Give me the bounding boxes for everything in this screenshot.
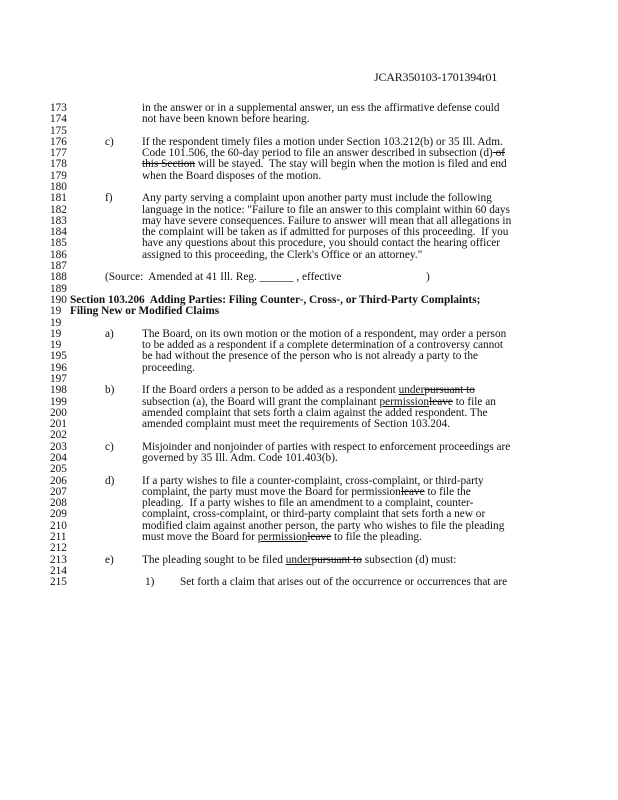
line-text (142, 226, 508, 238)
line-text (142, 147, 505, 159)
document-line (0, 407, 618, 419)
inserted-text: under (398, 384, 425, 397)
text-segment: in the answer or in a supplemental answer, un ess the affirmative defense could (142, 102, 500, 114)
inserted-text: permission (257, 531, 308, 544)
line-number: 189 (50, 282, 67, 295)
text-segment: subsection (d) must: (361, 553, 457, 566)
line-text (142, 508, 485, 520)
line-text (142, 407, 488, 419)
document-line (0, 384, 618, 396)
line-text (142, 384, 475, 396)
line-text (142, 113, 310, 125)
document-line (0, 396, 618, 408)
text-segment: will be stayed. The stay will begin when the motion is filed and end (195, 158, 507, 171)
document-line (0, 362, 618, 374)
line-number: 203 (50, 440, 67, 453)
line-number: 211 (50, 531, 67, 544)
line-text (142, 136, 503, 148)
line-number: 212 (50, 542, 67, 555)
line-text (142, 170, 321, 182)
document-line (0, 565, 618, 577)
line-number: 182 (50, 203, 67, 216)
line-number: 173 (50, 102, 67, 114)
deleted-text: leave (307, 531, 332, 544)
line-number: 205 (50, 463, 67, 476)
line-text (142, 475, 484, 487)
line-text (142, 350, 478, 362)
line-number: 215 (50, 576, 67, 589)
document-line (0, 497, 618, 509)
line-text (142, 441, 510, 453)
line-text (142, 237, 500, 249)
subsection-label: c) (105, 135, 114, 148)
document-line (0, 463, 618, 475)
document-line (0, 542, 618, 554)
inserted-text: permission (379, 395, 430, 408)
text-segment: to file the (424, 485, 471, 498)
subsection-label: d) (105, 474, 115, 487)
document-line (0, 147, 618, 159)
document-line (0, 192, 618, 204)
document-line (0, 486, 618, 498)
deleted-text: leave (429, 395, 453, 408)
text-segment: have any questions about this procedure, you should contact the hearing officer (142, 237, 501, 250)
document-line (0, 113, 618, 125)
line-number: 187 (50, 260, 67, 273)
document-line (0, 136, 618, 148)
document-line (0, 508, 618, 520)
section-heading (70, 294, 480, 306)
document-line (0, 429, 618, 441)
subsection-label: b) (105, 384, 115, 397)
document-line (0, 215, 618, 227)
deleted-text: pursuant to (311, 553, 362, 566)
text-segment: to be added as a respondent if a complete determination of a controversy cannot (142, 339, 504, 352)
document-line (0, 418, 618, 430)
section-heading (70, 305, 219, 317)
document-line (0, 249, 618, 261)
text-segment: If the respondent timely files a motion under Section 103.212(b) or 35 Ill. Adm. (142, 135, 503, 148)
line-text (142, 328, 506, 340)
text-segment: proceeding. (142, 361, 196, 374)
line-text (142, 452, 338, 464)
subsection-label: 1) (145, 576, 155, 589)
document-line (0, 520, 618, 532)
inserted-text: under (285, 553, 312, 566)
document-line (0, 294, 618, 306)
text-segment: the complaint will be taken as if admitted for purposes of this proceeding. If you (142, 226, 509, 239)
deleted-text: of (492, 147, 505, 160)
text-segment: (Source: Amended at 41 Ill. Reg. ______ , effective ) (105, 271, 430, 284)
text-segment: complaint, the party must move the Board for permission (142, 485, 401, 498)
line-text (142, 520, 504, 532)
line-text (142, 339, 503, 351)
line-number: 190 (50, 293, 67, 306)
document-line (0, 441, 618, 453)
line-number: 208 (50, 497, 67, 510)
line-number: 185 (50, 237, 67, 250)
line-number: 177 (50, 147, 67, 160)
line-number: 204 (50, 451, 67, 464)
line-number: 206 (50, 474, 67, 487)
text-segment: Any party serving a complaint upon another party must include the following (142, 192, 492, 205)
line-text (142, 396, 496, 408)
line-number: 186 (50, 248, 67, 261)
text-segment: subsection (a), the Board will grant the complainant (142, 395, 380, 408)
line-text (142, 486, 471, 498)
line-number: 179 (50, 169, 67, 182)
document-id: JCAR350103-1701394r01 (374, 70, 498, 84)
line-text (142, 215, 511, 227)
text-segment: when the Board disposes of the motion. (142, 169, 322, 182)
text-segment: may have severe consequences. Failure to answer will mean that all allegations in (142, 214, 512, 227)
subsection-label: e) (105, 553, 114, 566)
line-number: 201 (50, 418, 67, 431)
document-line (0, 328, 618, 340)
text-segment: If the Board orders a person to be added as a respondent (142, 384, 399, 397)
subsection-label: c) (105, 440, 114, 453)
text-segment: to file an (452, 395, 496, 408)
text-segment: governed by 35 Ill. Adm. Code 101.403(b). (142, 451, 338, 464)
line-number: 181 (50, 192, 67, 205)
document-line (0, 237, 618, 249)
document-line (0, 531, 618, 543)
line-number: 188 (50, 271, 67, 284)
document-line (0, 260, 618, 272)
line-number: 196 (50, 361, 67, 374)
text-segment: Code 101.506, the 60-day period to file an answer described in subsection (d) (142, 147, 493, 160)
line-number: 214 (50, 564, 67, 577)
document-line (0, 452, 618, 464)
document-line (0, 339, 618, 351)
text-segment: Filing New or Modified Claims (70, 305, 220, 318)
document-line (0, 283, 618, 295)
text-segment: assigned to this proceeding, the Clerk's Office or an attorney." (142, 248, 423, 261)
text-segment: modified claim against another person, the party who wishes to file the pleading (142, 519, 505, 532)
line-number: 209 (50, 508, 67, 521)
line-number: 19 (50, 305, 62, 318)
document-line (0, 350, 618, 362)
text-segment: The Board, on its own motion or the motion of a respondent, may order a person (142, 327, 507, 340)
line-text (142, 192, 492, 204)
subsection-label: a) (105, 327, 114, 340)
subsection-label: f) (105, 192, 113, 205)
document-line (0, 181, 618, 193)
document-line (0, 554, 618, 566)
text-segment: be had without the presence of the person who is not already a party to the (142, 350, 478, 363)
line-number: 180 (50, 181, 67, 194)
line-text (142, 418, 450, 430)
text-segment: Misjoinder and nonjoinder of parties with respect to enforcement proceedings are (142, 440, 511, 453)
document-line (0, 271, 618, 283)
line-number: 198 (50, 384, 67, 397)
text-segment: If a party wishes to file a counter-complaint, cross-complaint, or third-party (142, 474, 484, 487)
document-line (0, 125, 618, 137)
text-segment: language in the notice: "Failure to file an answer to this complaint within 60 days (142, 203, 510, 216)
line-number: 213 (50, 553, 67, 566)
text-segment: Set forth a claim that arises out of the occurrence or occurrences that are (180, 576, 508, 589)
line-number: 197 (50, 372, 67, 385)
line-number: 200 (50, 406, 67, 419)
line-text (180, 576, 507, 588)
line-text (142, 204, 510, 216)
document-line (0, 475, 618, 487)
deleted-text: pursuant to (424, 384, 475, 397)
line-number: 199 (50, 395, 67, 408)
document-line (0, 226, 618, 238)
text-segment: amended complaint must meet the requirements of Section 103.204. (142, 418, 451, 431)
deleted-text: this Section (142, 158, 196, 171)
line-number: 178 (50, 158, 67, 171)
text-segment: pleading. If a party wishes to file an amendment to a complaint, counter- (142, 497, 474, 510)
document-line (0, 317, 618, 329)
line-number: 207 (50, 485, 67, 498)
line-number: 184 (50, 226, 67, 239)
text-segment: Section 103.206 Adding Parties: Filing Counter-, Cross-, or Third-Party Complaints; (70, 293, 481, 306)
line-text (142, 497, 473, 509)
document-line (0, 170, 618, 182)
text-segment: not have been known before hearing. (142, 113, 310, 126)
line-text (142, 554, 456, 566)
line-number: 19 (50, 316, 62, 329)
line-number: 19 (50, 339, 62, 352)
line-number: 19 (50, 327, 62, 340)
text-segment: must move the Board for (142, 531, 258, 544)
document-line (0, 102, 618, 114)
document-line (0, 373, 618, 385)
text-segment: complaint, cross-complaint, or third-party complaint that sets forth a new or (142, 508, 486, 521)
line-number: 174 (50, 113, 67, 126)
line-number: 210 (50, 519, 67, 532)
text-segment: The pleading sought to be filed (142, 553, 286, 566)
document-line (0, 204, 618, 216)
line-text (142, 158, 507, 170)
line-text (142, 362, 195, 374)
deleted-text: leave (400, 485, 425, 498)
line-number: 176 (50, 135, 67, 148)
text-segment: to file the pleading. (331, 531, 422, 544)
document-line (0, 305, 618, 317)
document-line (0, 158, 618, 170)
text-segment: amended complaint that sets forth a claim against the added respondent. The (142, 406, 488, 419)
line-number: 195 (50, 350, 67, 363)
line-text (142, 102, 500, 114)
line-number: 175 (50, 124, 67, 137)
document-line (0, 576, 618, 588)
line-number: 202 (50, 429, 67, 442)
line-text (142, 249, 422, 261)
line-text (105, 271, 430, 283)
line-number: 183 (50, 214, 67, 227)
line-text (142, 531, 422, 543)
